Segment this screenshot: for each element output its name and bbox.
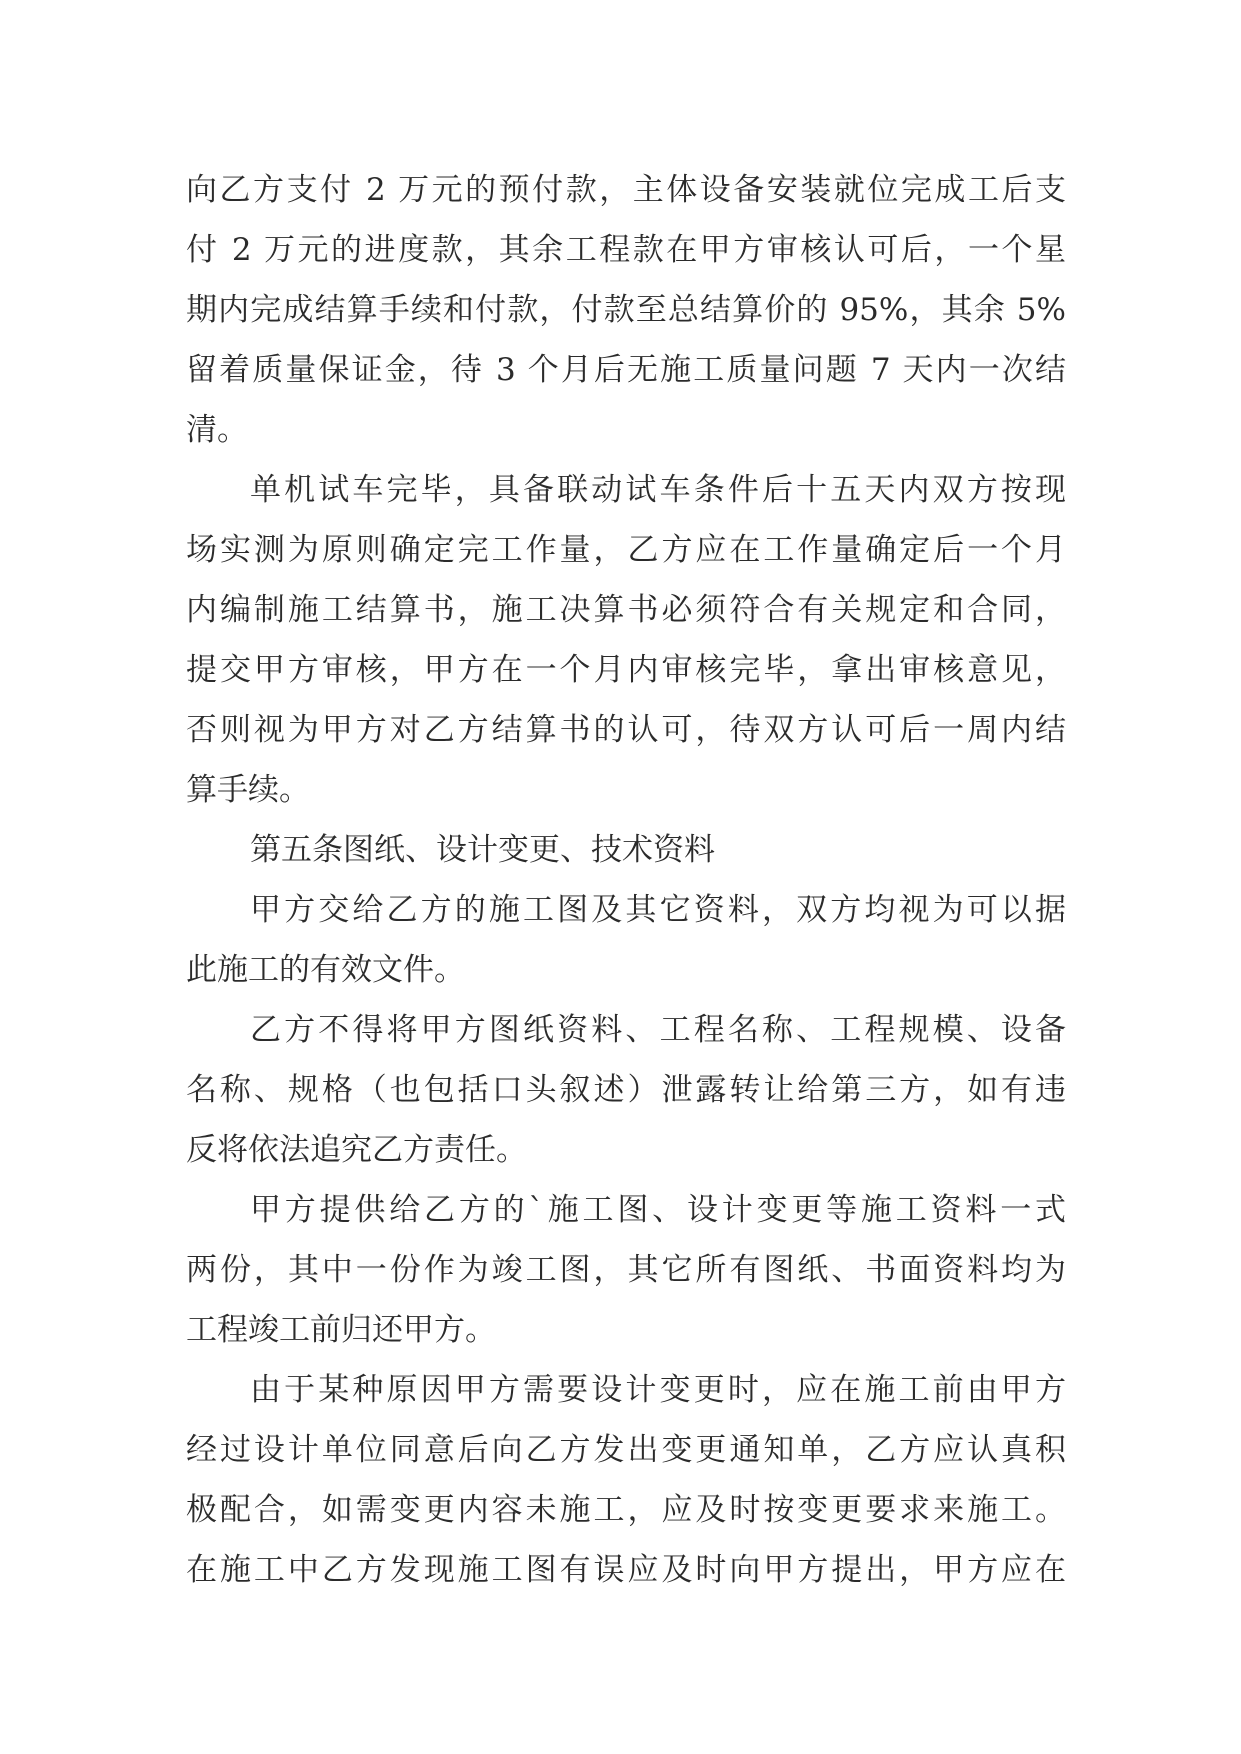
text-line: 清。 (186, 412, 248, 448)
text-line: 场实测为原则确定完工作量，乙方应在工作量确定后一个月 (186, 532, 1066, 568)
text-line: 提交甲方审核，甲方在一个月内审核完毕，拿出审核意见， (186, 652, 1066, 688)
paragraph-first-line: 甲方交给乙方的施工图及其它资料，双方均视为可以据 (250, 892, 1066, 928)
text-line: 极配合，如需变更内容未施工，应及时按变更要求来施工。 (186, 1492, 1066, 1528)
text-line: 内编制施工结算书，施工决算书必须符合有关规定和合同， (186, 592, 1066, 628)
paragraph-first-line: 乙方不得将甲方图纸资料、工程名称、工程规模、设备 (250, 1012, 1066, 1048)
text-line: 反将依法追究乙方责任。 (186, 1132, 527, 1168)
text-line: 算手续。 (186, 772, 310, 808)
section-heading: 第五条图纸、设计变更、技术资料 (250, 832, 715, 868)
text-line: 两份，其中一份作为竣工图，其它所有图纸、书面资料均为 (186, 1252, 1066, 1288)
text-line: 付 2 万元的进度款，其余工程款在甲方审核认可后，一个星 (186, 232, 1066, 268)
paragraph-first-line: 甲方提供给乙方的`施工图、设计变更等施工资料一式 (250, 1192, 1066, 1228)
text-line: 工程竣工前归还甲方。 (186, 1312, 496, 1348)
text-line: 否则视为甲方对乙方结算书的认可，待双方认可后一周内结 (186, 712, 1066, 748)
text-line: 经过设计单位同意后向乙方发出变更通知单，乙方应认真积 (186, 1432, 1066, 1468)
text-line: 在施工中乙方发现施工图有误应及时向甲方提出，甲方应在 (186, 1552, 1066, 1588)
text-line: 留着质量保证金，待 3 个月后无施工质量问题 7 天内一次结 (186, 352, 1066, 388)
text-line: 期内完成结算手续和付款，付款至总结算价的 95%，其余 5% (186, 292, 1066, 328)
paragraph-first-line: 单机试车完毕，具备联动试车条件后十五天内双方按现 (250, 472, 1066, 508)
text-line: 名称、规格（也包括口头叙述）泄露转让给第三方，如有违 (186, 1072, 1066, 1108)
text-line: 此施工的有效文件。 (186, 952, 465, 988)
contract-body-text (186, 160, 1066, 1600)
paragraph-first-line: 由于某种原因甲方需要设计变更时，应在施工前由甲方 (250, 1372, 1066, 1408)
text-line: 向乙方支付 2 万元的预付款，主体设备安装就位完成工后支 (186, 172, 1066, 208)
